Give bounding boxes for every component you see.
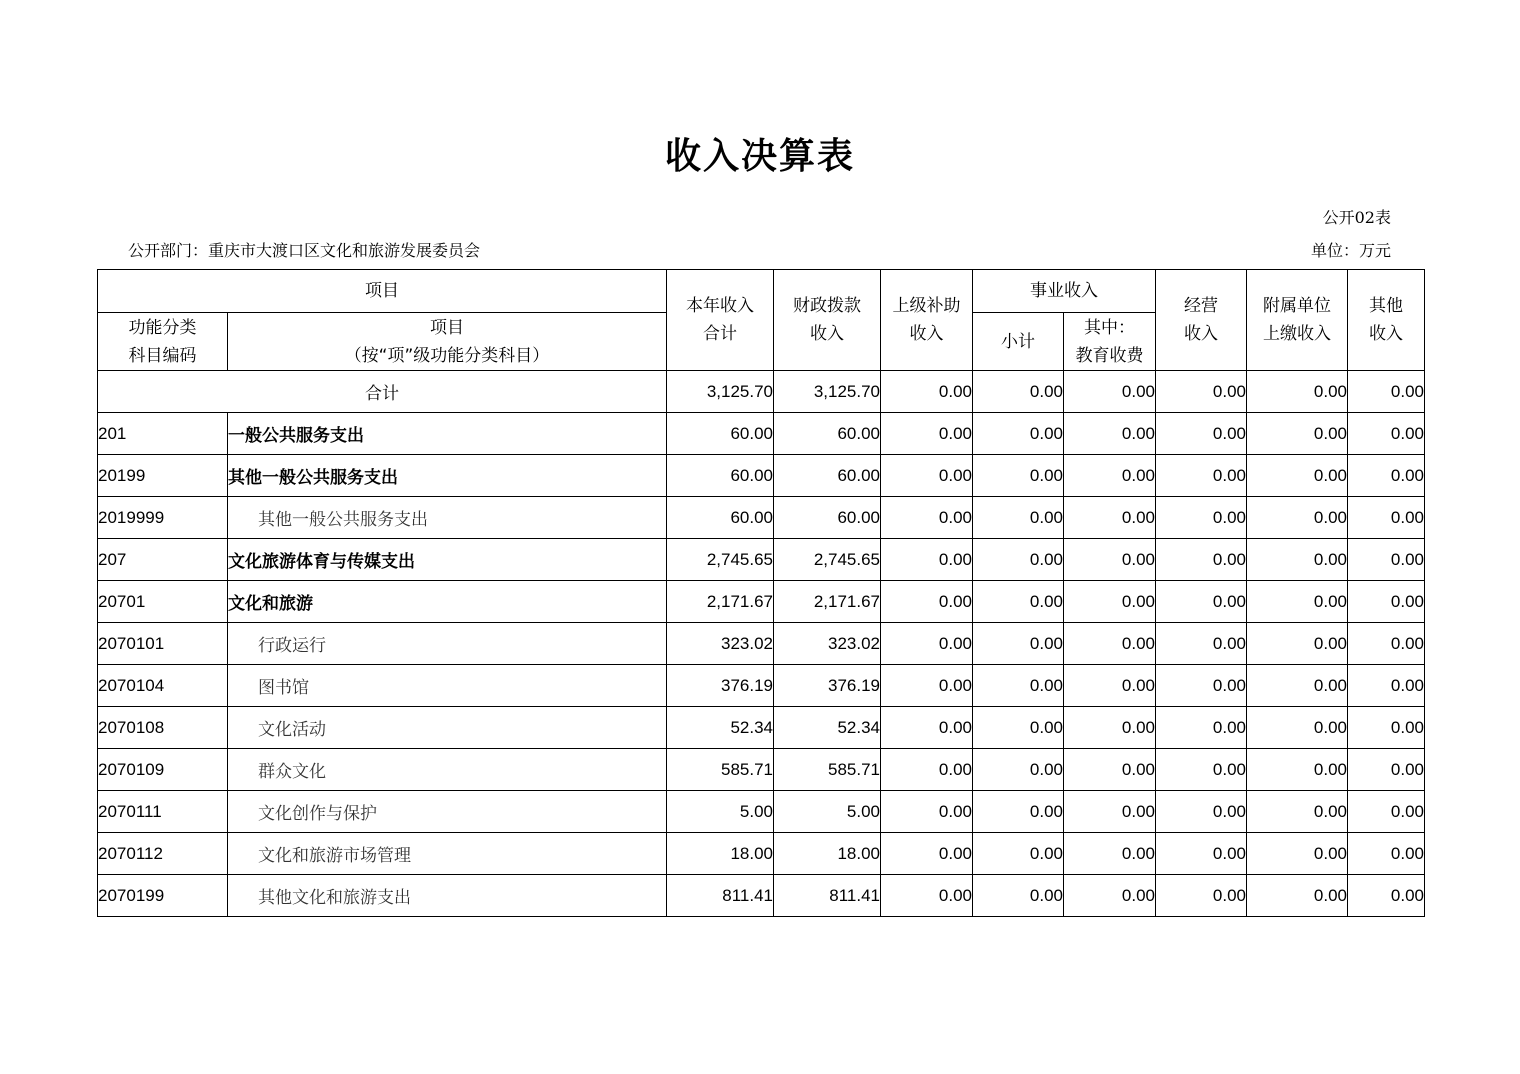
header-career-group: 事业收入: [973, 270, 1156, 313]
cell-value: 0.00: [1348, 875, 1425, 917]
function-code-cell: 2070101: [98, 623, 228, 665]
header-career-edu-l2: 教育收费: [1075, 345, 1144, 366]
function-code-cell: 20199: [98, 455, 228, 497]
cell-value: 0.00: [1064, 413, 1156, 455]
cell-value: 0.00: [1348, 455, 1425, 497]
cell-value: 2,171.67: [774, 581, 881, 623]
header-item-l2: （按“项”级功能分类科目）: [344, 345, 550, 366]
item-name-cell: 文化活动: [228, 707, 667, 749]
cell-value: 0.00: [973, 371, 1064, 413]
cell-value: 52.34: [774, 707, 881, 749]
cell-value: 0.00: [1156, 455, 1247, 497]
cell-value: 0.00: [1348, 665, 1425, 707]
header-item: [228, 313, 667, 371]
cell-value: 0.00: [973, 707, 1064, 749]
header-other: [1348, 270, 1425, 371]
cell-value: 0.00: [1064, 707, 1156, 749]
cell-value: 0.00: [881, 707, 973, 749]
cell-value: 2,745.65: [667, 539, 774, 581]
function-code-cell: 2070112: [98, 833, 228, 875]
function-code-cell: 2019999: [98, 497, 228, 539]
cell-value: 5.00: [667, 791, 774, 833]
cell-value: 0.00: [1348, 707, 1425, 749]
cell-value: 0.00: [881, 413, 973, 455]
cell-value: 0.00: [881, 833, 973, 875]
cell-value: 0.00: [881, 791, 973, 833]
header-item-group: 项目: [98, 270, 667, 313]
cell-value: 0.00: [1247, 581, 1348, 623]
cell-value: 0.00: [1064, 581, 1156, 623]
cell-value: 18.00: [667, 833, 774, 875]
cell-value: 0.00: [881, 875, 973, 917]
header-total-l2: 合计: [703, 324, 737, 344]
cell-value: 376.19: [774, 665, 881, 707]
cell-value: 0.00: [1247, 623, 1348, 665]
cell-value: 0.00: [1156, 623, 1247, 665]
cell-value: 0.00: [1156, 539, 1247, 581]
cell-value: 0.00: [973, 875, 1064, 917]
header-affiliated-l2: 上缴收入: [1263, 324, 1331, 344]
cell-value: 0.00: [1348, 791, 1425, 833]
cell-value: 52.34: [667, 707, 774, 749]
item-name-cell: 图书馆: [228, 665, 667, 707]
cell-value: 0.00: [1064, 539, 1156, 581]
item-name-cell: 其他一般公共服务支出: [228, 455, 667, 497]
cell-value: 585.71: [667, 749, 774, 791]
function-code-cell: 20701: [98, 581, 228, 623]
cell-value: 0.00: [973, 749, 1064, 791]
item-name-cell: 群众文化: [228, 749, 667, 791]
cell-value: 0.00: [1348, 413, 1425, 455]
total-row: [98, 371, 1425, 413]
item-name-cell: 文化旅游体育与传媒支出: [228, 539, 667, 581]
cell-value: 323.02: [667, 623, 774, 665]
header-other-l2: 收入: [1369, 324, 1403, 344]
cell-value: 0.00: [1247, 413, 1348, 455]
header-operating: [1156, 270, 1247, 371]
header-career-edu-l1: 其中：: [1084, 317, 1135, 338]
cell-value: 0.00: [1247, 371, 1348, 413]
cell-value: 0.00: [1247, 665, 1348, 707]
table-row: [98, 581, 1425, 623]
cell-value: 0.00: [1348, 581, 1425, 623]
function-code-cell: 207: [98, 539, 228, 581]
cell-value: 60.00: [667, 497, 774, 539]
item-name-cell: 文化和旅游: [228, 581, 667, 623]
cell-value: 0.00: [973, 581, 1064, 623]
cell-value: 0.00: [1348, 833, 1425, 875]
table-row: [98, 539, 1425, 581]
table-row: [98, 707, 1425, 749]
cell-value: 0.00: [1156, 413, 1247, 455]
cell-value: 0.00: [1064, 875, 1156, 917]
table-row: [98, 875, 1425, 917]
cell-value: 323.02: [774, 623, 881, 665]
header-total: [667, 270, 774, 371]
cell-value: 0.00: [1064, 665, 1156, 707]
cell-value: 0.00: [1064, 371, 1156, 413]
function-code-cell: 2070199: [98, 875, 228, 917]
cell-value: 811.41: [667, 875, 774, 917]
table-row: [98, 833, 1425, 875]
cell-value: 0.00: [881, 539, 973, 581]
cell-value: 0.00: [1156, 371, 1247, 413]
table-row: [98, 791, 1425, 833]
table-row: [98, 497, 1425, 539]
cell-value: 0.00: [1064, 833, 1156, 875]
cell-value: 60.00: [774, 455, 881, 497]
cell-value: 585.71: [774, 749, 881, 791]
header-affiliated: [1247, 270, 1348, 371]
cell-value: 0.00: [1247, 833, 1348, 875]
header-affiliated-l1: 附属单位: [1263, 296, 1331, 316]
cell-value: 60.00: [667, 413, 774, 455]
cell-value: 0.00: [973, 791, 1064, 833]
item-name-cell: 行政运行: [228, 623, 667, 665]
header-fiscal-l1: 财政拨款: [793, 296, 861, 316]
function-code-cell: 2070111: [98, 791, 228, 833]
cell-value: 0.00: [973, 455, 1064, 497]
cell-value: 0.00: [1247, 497, 1348, 539]
cell-value: 0.00: [881, 749, 973, 791]
function-code-cell: 2070109: [98, 749, 228, 791]
cell-value: 0.00: [1348, 749, 1425, 791]
cell-value: 0.00: [973, 413, 1064, 455]
cell-value: 0.00: [1156, 665, 1247, 707]
item-name-cell: 文化创作与保护: [228, 791, 667, 833]
cell-value: 0.00: [1064, 791, 1156, 833]
cell-value: 0.00: [1247, 791, 1348, 833]
header-superior-l2: 收入: [909, 324, 944, 344]
cell-value: 0.00: [973, 833, 1064, 875]
cell-value: 0.00: [973, 497, 1064, 539]
item-name-cell: 一般公共服务支出: [228, 413, 667, 455]
table-row: [98, 455, 1425, 497]
cell-value: 0.00: [1064, 497, 1156, 539]
cell-value: 0.00: [973, 665, 1064, 707]
cell-value: 60.00: [774, 413, 881, 455]
form-number: 公开02表: [1322, 208, 1391, 227]
cell-value: 0.00: [1156, 497, 1247, 539]
cell-value: 0.00: [1064, 455, 1156, 497]
cell-value: 0.00: [973, 539, 1064, 581]
header-func-code: [98, 313, 228, 371]
cell-value: 0.00: [881, 581, 973, 623]
department-label: 公开部门：重庆市大渡口区文化和旅游发展委员会: [128, 241, 481, 260]
cell-value: 60.00: [774, 497, 881, 539]
cell-value: 0.00: [881, 371, 973, 413]
total-label: 合计: [98, 371, 667, 413]
cell-value: 2,745.65: [774, 539, 881, 581]
income-table: [97, 269, 1425, 917]
table-row: [98, 665, 1425, 707]
cell-value: 811.41: [774, 875, 881, 917]
header-other-l1: 其他: [1369, 296, 1403, 316]
cell-value: 0.00: [1247, 749, 1348, 791]
header-total-l1: 本年收入: [686, 296, 754, 316]
function-code-cell: 201: [98, 413, 228, 455]
cell-value: 0.00: [881, 497, 973, 539]
function-code-cell: 2070104: [98, 665, 228, 707]
cell-value: 3,125.70: [774, 371, 881, 413]
unit-label: 单位：万元: [1310, 241, 1391, 260]
header-career-edu: [1064, 313, 1156, 371]
header-operating-l1: 经营: [1184, 296, 1218, 316]
header-operating-l2: 收入: [1184, 324, 1218, 344]
cell-value: 0.00: [973, 623, 1064, 665]
cell-value: 0.00: [881, 665, 973, 707]
cell-value: 0.00: [1156, 707, 1247, 749]
cell-value: 0.00: [1064, 623, 1156, 665]
header-superior: [881, 270, 973, 371]
cell-value: 0.00: [1064, 749, 1156, 791]
header-item-l1: 项目: [430, 317, 464, 338]
cell-value: 0.00: [1348, 539, 1425, 581]
cell-value: 376.19: [667, 665, 774, 707]
header-fiscal: [774, 270, 881, 371]
cell-value: 60.00: [667, 455, 774, 497]
cell-value: 0.00: [1156, 791, 1247, 833]
function-code-cell: 2070108: [98, 707, 228, 749]
header-fiscal-l2: 收入: [810, 324, 844, 344]
cell-value: 0.00: [1348, 371, 1425, 413]
cell-value: 0.00: [1348, 623, 1425, 665]
cell-value: 0.00: [1156, 833, 1247, 875]
item-name-cell: 文化和旅游市场管理: [228, 833, 667, 875]
table-row: [98, 623, 1425, 665]
cell-value: 0.00: [881, 623, 973, 665]
cell-value: 0.00: [1247, 455, 1348, 497]
cell-value: 0.00: [1156, 875, 1247, 917]
cell-value: 2,171.67: [667, 581, 774, 623]
header-career-subtotal: 小计: [973, 313, 1064, 371]
cell-value: 0.00: [881, 455, 973, 497]
cell-value: 0.00: [1156, 581, 1247, 623]
cell-value: 0.00: [1348, 497, 1425, 539]
header-func-code-l2: 科目编码: [128, 345, 197, 366]
cell-value: 3,125.70: [667, 371, 774, 413]
table-row: [98, 413, 1425, 455]
cell-value: 0.00: [1247, 539, 1348, 581]
table-row: [98, 749, 1425, 791]
item-name-cell: 其他文化和旅游支出: [228, 875, 667, 917]
cell-value: 0.00: [1247, 707, 1348, 749]
page-title: 收入决算表: [664, 136, 855, 177]
cell-value: 18.00: [774, 833, 881, 875]
cell-value: 0.00: [1247, 875, 1348, 917]
header-func-code-l1: 功能分类: [128, 317, 197, 338]
header-superior-l1: 上级补助: [892, 296, 961, 316]
cell-value: 0.00: [1156, 749, 1247, 791]
item-name-cell: 其他一般公共服务支出: [228, 497, 667, 539]
cell-value: 5.00: [774, 791, 881, 833]
